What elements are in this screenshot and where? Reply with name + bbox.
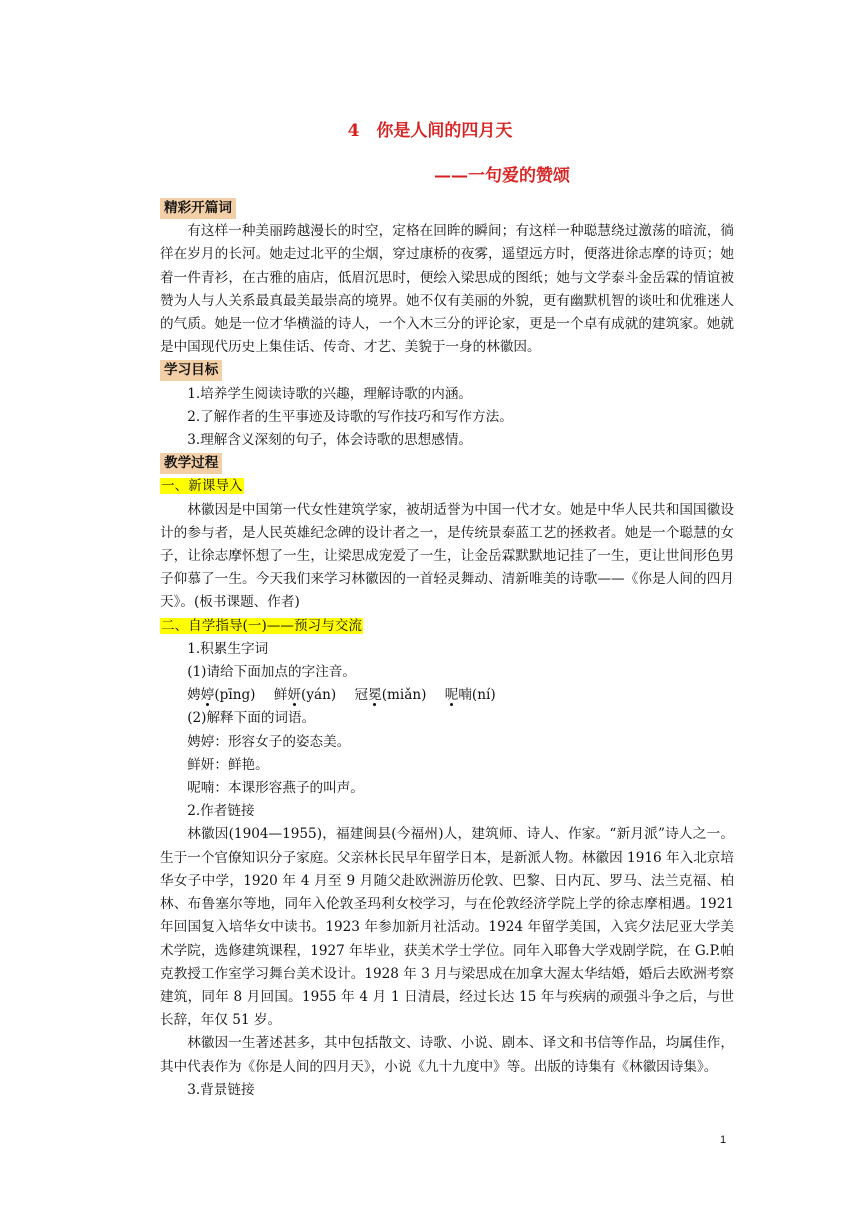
question-definitions: (2)解释下面的词语。	[187, 710, 316, 727]
lesson-content	[160, 197, 734, 1102]
lesson-subtitle: ——一句爱的赞颂	[434, 166, 570, 186]
goal-item: 3.理解含义深刻的句子，体会诗歌的思想感情。	[187, 432, 473, 449]
author-paragraph-2: 林徽因一生著述甚多，其中包括散文、诗歌、小说、剧本、译文和书信等作品，均属佳作，其中代表作为《你是人间的四月天》，小说《九十九度中》等。出版的诗集有《林徽因诗集》。	[160, 1035, 734, 1075]
definition-item: 鲜妍：鲜艳。	[187, 756, 269, 773]
page-number: 1	[720, 1134, 727, 1146]
author-paragraph-1: 林徽因(1904—1955)，福建闽县(今福州)人，建筑师、诗人、作家。“新月派”诗人之一。生于一个官僚知识分子家庭。父亲林长民早年留学日本，是新派人物。林徽因 1916 年入北京培华女子中学，1920 年 4 月至 9 月随父赴欧洲游历伦敦、巴黎、日内瓦、罗马、法兰克福、柏林、布鲁塞尔等地，同年入伦敦圣玛利女校学习，与在伦敦经济学院上学的徐志摩相遇。1921 年回国复入培华女中读书。1923 年参加新月社活动。1924 年留学美国，入宾夕法尼亚大学美术学院，选修建筑课程，1927 年毕业，获美术学士学位。同年入耶鲁大学戏剧学院，在 G.P.帕克教授工作室学习舞台美术设计。1928 年 3 月与梁思成在加拿大渥太华结婚，婚后去欧洲考察建筑，同年 8 月回国。1955 年 4 月 1 日清晨，经过长达 15 年与疾病的顽强斗争之后，与世长辞，年仅 51 岁。	[160, 826, 734, 1029]
section-tag-goals: 学习目标	[160, 360, 222, 381]
goal-item: 1.培养学生阅读诗歌的兴趣，理解诗歌的内涵。	[187, 385, 473, 402]
subheading-author: 2.作者链接	[187, 803, 255, 820]
section-tag-opening: 精彩开篇词	[160, 198, 236, 219]
question-pinyin: (1)请给下面加点的字注音。	[187, 664, 356, 681]
lesson-title: 4 你是人间的四月天	[347, 121, 513, 141]
part-heading-intro: 一、新课导入	[161, 478, 243, 495]
part-heading-self-study: 二、自学指导(一)——预习与交流	[161, 617, 362, 634]
pinyin-word: 呢喃(ní)	[444, 687, 496, 704]
pinyin-word: 冠冕(miǎn)	[354, 687, 427, 704]
definition-item: 娉婷：形容女子的姿态美。	[187, 733, 351, 750]
subheading-background: 3.背景链接	[187, 1081, 255, 1098]
pinyin-row	[160, 684, 734, 707]
pinyin-word: 娉婷(pīng)	[187, 687, 256, 704]
section-tag-process: 教学过程	[160, 453, 222, 474]
pinyin-word: 鲜妍(yán)	[273, 687, 337, 704]
opening-paragraph: 有这样一种美丽跨越漫长的时空，定格在回眸的瞬间；有这样一种聪慧绕过激荡的暗流，徜徉在岁月的长河。她走过北平的尘烟，穿过康桥的夜雾，遥望远方时，便落进徐志摩的诗页；她着一件青衫，在古雅的庙店，低眉沉思时，便绘入梁思成的图纸；她与文学泰斗金岳霖的情谊被赞为人与人关系最真最美最崇高的境界。她不仅有美丽的外貌，更有幽默机智的谈吐和优雅迷人的气质。她是一位才华横溢的诗人，一个入木三分的评论家，更是一个卓有成就的建筑家。她就是中国现代历史上集佳话、传奇、才艺、美貌于一身的林徽因。	[160, 223, 734, 356]
subheading-vocab: 1.积累生字词	[187, 640, 269, 657]
goal-item: 2.了解作者的生平事迹及诗歌的写作技巧和写作方法。	[187, 408, 513, 425]
intro-paragraph: 林徽因是中国第一代女性建筑学家，被胡适誉为中国一代才女。她是中华人民共和国国徽设计的参与者，是人民英雄纪念碑的设计者之一，是传统景泰蓝工艺的拯救者。她是一个聪慧的女子，让徐志摩怀想了一生，让梁思成宠爱了一生，让金岳霖默默地记挂了一生，更让世间形色男子仰慕了一生。今天我们来学习林徽因的一首轻灵舞动、清新唯美的诗歌——《你是人间的四月天》。(板书课题、作者)	[160, 501, 734, 611]
definition-item: 呢喃：本课形容燕子的叫声。	[187, 780, 364, 797]
